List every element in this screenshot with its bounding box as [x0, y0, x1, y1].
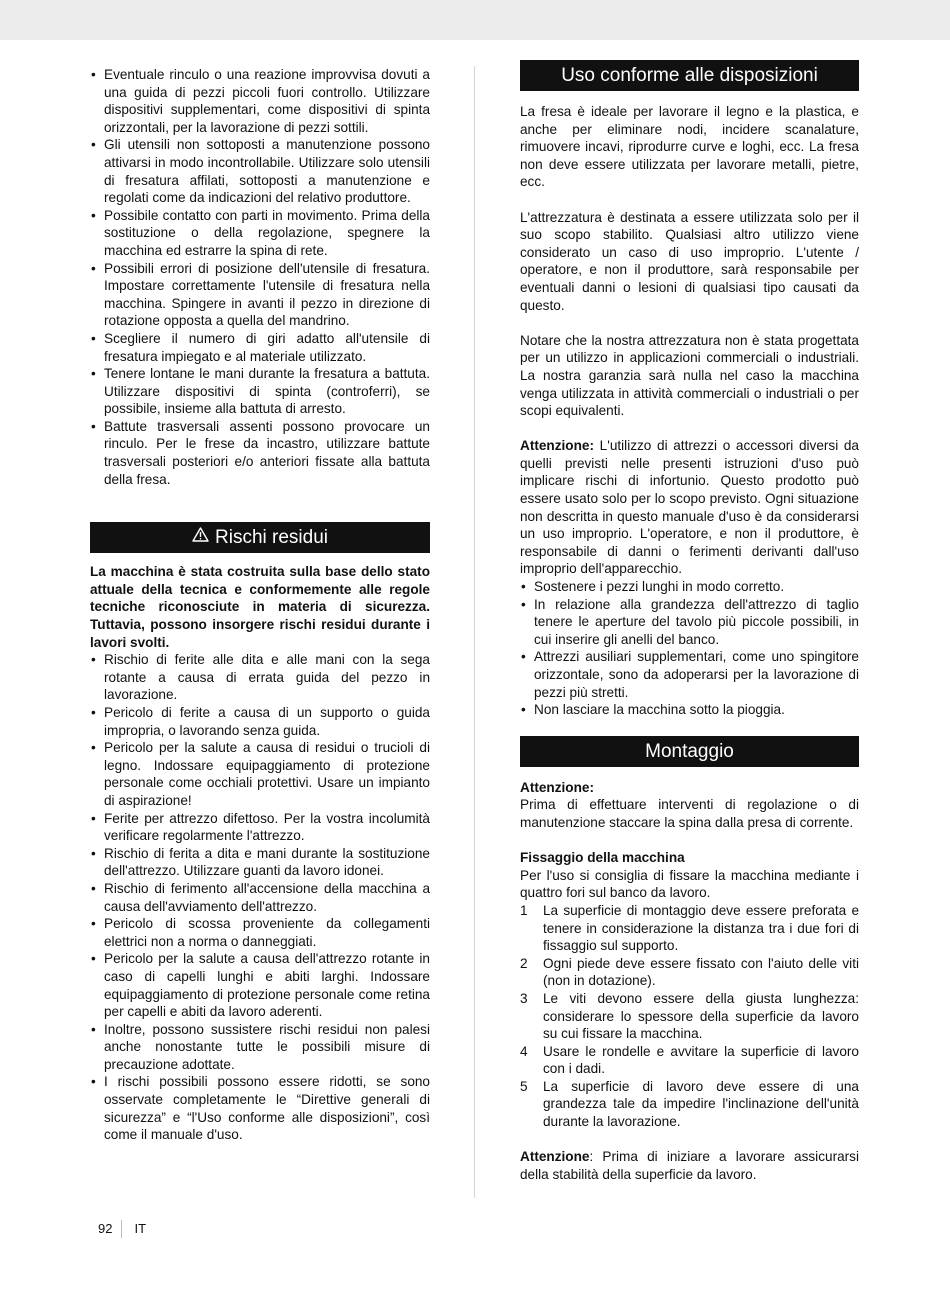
language-code: IT	[134, 1221, 147, 1236]
column-divider	[474, 66, 475, 1198]
uso-paragraph-3: Notare che la nostra attrezzatura non è stata progettata per un utilizzo in applicazioni commerciali o industriali. La nostra garanzia sarà nulla nel caso la macchina venga utilizzata in attività commerciali o industriali o per scopi equivalenti.	[520, 332, 859, 419]
list-item: • Tenere lontane le mani durante la fresatura a battuta. Utilizzare dispositivi di spinta (controferri), se possibile, insieme alla battuta di arresto.	[90, 365, 430, 418]
list-item	[520, 1043, 859, 1078]
heading-text: Uso conforme alle disposizioni	[561, 65, 818, 86]
fissaggio-intro: Per l'uso si consiglia di fissare la macchina mediante i quattro fori sul banco da lavoro.	[520, 867, 859, 901]
attention-text: L'utilizzo di attrezzi o accessori diversi da quelli previsti nelle presenti istruzioni d'uso può implicare rischi di infortunio. Questo prodotto può essere usato solo per lo scopo previsto. Ogni situazione non descritta in questo manuale d'uso è da considerarsi un uso improprio. L'operatore, e non il produttore, è responsabile di danni o ferimenti derivanti dall'uso improprio dell'apparecchio.	[520, 438, 859, 577]
list-item: • Gli utensili non sottoposti a manutenzione possono attivarsi in modo incontrollabile. Utilizzare solo utensili di fresatura affilati, sottoposti a manutenzione e regolati come da indicazioni del relativo produttore.	[90, 136, 430, 206]
list-item	[520, 902, 859, 955]
montaggio-heading	[520, 736, 859, 767]
step-text: La superficie di montaggio deve essere preforata e tenere in considerazione la distanza tra i due fori di fissaggio sul supporto.	[543, 902, 859, 954]
list-item: • Inoltre, possono sussistere rischi residui non palesi anche nonostante tutte le possibili misure di precauzione adottate.	[90, 1021, 430, 1074]
rischi-residui-heading	[90, 522, 430, 553]
list-item: • I rischi possibili possono essere ridotti, se sono osservate completamente le “Direttive generali di sicurezza” e “l'Uso conforme alle disposizioni”, così come il manuale d'uso.	[90, 1073, 430, 1143]
left-column	[90, 66, 430, 1144]
list-item: • Scegliere il numero di giri adatto all'utensile di fresatura impiegato e al materiale utilizzato.	[90, 330, 430, 365]
montaggio-attention-label: Attenzione:	[520, 779, 595, 795]
page-number: 92	[98, 1220, 122, 1238]
uso-paragraph-2: L'attrezzatura è destinata a essere utilizzata solo per il suo scopo stabilito. Qualsiasi altro utilizzo viene considerato un caso di uso improprio. L'utente / operatore, e non il produttore, sarà responsabile per eventuali danni o lesioni di qualsiasi tipo causati da questo.	[520, 209, 859, 313]
attention-label: Attenzione:	[520, 438, 595, 454]
step-text: La superficie di lavoro deve essere di una grandezza tale da impedire l'inclinazione dell'unità durante la lavorazione.	[543, 1078, 859, 1130]
heading-text: Montaggio	[645, 740, 734, 762]
step-text: Usare le rondelle e avvitare la superficie di lavoro con i dadi.	[543, 1043, 859, 1077]
step-number: 4	[520, 1043, 528, 1059]
list-item: • Sostenere i pezzi lunghi in modo corretto.	[520, 578, 859, 596]
attention-label: Attenzione	[520, 1149, 590, 1165]
list-item: • Rischio di ferita a dita e mani durante la sostituzione dell'attrezzo. Utilizzare guanti da lavoro idonei.	[90, 845, 430, 880]
attention-text: : Prima di iniziare a lavorare assicurarsi della stabilità della superficie da lavoro.	[520, 1149, 859, 1182]
list-item: • Pericolo di ferite a causa di un supporto o guida impropria, o lavorando senza guida.	[90, 704, 430, 739]
montaggio-attention-text: Prima di effettuare interventi di regolazione o di manutenzione staccare la spina dalla presa di corrente.	[520, 797, 859, 830]
warning-triangle-icon	[192, 521, 209, 552]
list-item: • Possibile contatto con parti in movimento. Prima della sostituzione o della regolazione, spegnere la macchina ed estrarre la spina di rete.	[90, 207, 430, 260]
list-item: • Ferite per attrezzo difettoso. Per la vostra incolumità verificare regolarmente l'attrezzo.	[90, 810, 430, 845]
list-item	[520, 1078, 859, 1131]
list-item	[520, 990, 859, 1043]
step-number: 3	[520, 990, 528, 1006]
list-item: • Pericolo per la salute a causa dell'attrezzo rotante in caso di capelli lunghi e abiti larghi. Indossare equipaggiamento di protezione personale come retina per capelli e abiti da lavoro aderenti.	[90, 950, 430, 1020]
right-column	[520, 60, 859, 1201]
list-item: • Pericolo per la salute a causa di residui o trucioli di legno. Indossare equipaggiamento di protezione personale come occhiali protettivi. Usare un impianto di aspirazione!	[90, 739, 430, 809]
uso-conforme-heading	[520, 60, 859, 91]
page-footer	[98, 1220, 146, 1238]
list-item: • Attrezzi ausiliari supplementari, come uno spingitore orizzontale, sono da adoperarsi per la lavorazione di pezzi più stretti.	[520, 648, 859, 701]
list-item: • Possibili errori di posizione dell'utensile di fresatura. Impostare correttamente l'utensile di fresatura nella macchina. Spingere in avanti il pezzo in direzione di rotazione opposta a quella del mandrino.	[90, 260, 430, 330]
heading-text: Rischi residui	[215, 527, 328, 549]
rischi-intro: La macchina è stata costruita sulla base dello stato attuale della tecnica e conformemente alle regole tecniche riconosciute in materia di sicurezza. Tuttavia, possono insorgere rischi residui durante i lavori svolti.	[90, 564, 430, 650]
step-text: Ogni piede deve essere fissato con l'aiuto delle viti (non in dotazione).	[543, 955, 859, 989]
step-number: 5	[520, 1078, 528, 1094]
step-text: Le viti devono essere della giusta lunghezza: considerare lo spessore della superficie da lavoro su cui fissare la macchina.	[543, 990, 859, 1042]
list-item	[520, 955, 859, 990]
uso-paragraph-1: La fresa è ideale per lavorare il legno e la plastica, e anche per eliminare nodi, incidere scanalature, rimuovere incavi, riprodurre curve e loghi, ecc. La fresa non deve essere utilizzata per lavorare metalli, pietre, ecc.	[520, 104, 859, 190]
list-item: • Non lasciare la macchina sotto la pioggia.	[520, 701, 859, 719]
list-item: • Pericolo di scossa proveniente da collegamenti elettrici non a norma o danneggiati.	[90, 915, 430, 950]
top-band	[0, 0, 950, 40]
final-attention-paragraph	[520, 1148, 859, 1183]
list-item: • In relazione alla grandezza dell'attrezzo di taglio tenere le aperture del tavolo più piccole possibili, in cui inserire gli anelli del banco.	[520, 596, 859, 649]
list-item: • Battute trasversali assenti possono provocare un rinculo. Per le frese da incastro, utilizzare battute trasversali posteriori e/o anteriori fissate alla battuta della fresa.	[90, 418, 430, 488]
list-item: • Rischio di ferite alle dita e alle mani con la sega rotante a causa di errata guida del pezzo in lavorazione.	[90, 651, 430, 704]
uso-bullet-list	[520, 578, 859, 719]
list-item: • Rischio di ferimento all'accensione della macchina a causa dell'avviamento dell'attrezzo.	[90, 880, 430, 915]
rischi-bullet-list	[90, 651, 430, 1144]
fissaggio-steps	[520, 902, 859, 1131]
fissaggio-title: Fissaggio della macchina	[520, 850, 685, 866]
list-item: • Eventuale rinculo o una reazione improvvisa dovuti a una guida di pezzi piccoli fuori controllo. Utilizzare dispositivi supplementari, come dispositivi di spinta orizzontali, per la lavorazione di pezzi sottili.	[90, 66, 430, 136]
uso-attention-paragraph	[520, 437, 859, 578]
step-number: 2	[520, 955, 528, 971]
step-number: 1	[520, 902, 528, 918]
intro-bullet-list	[90, 66, 430, 488]
